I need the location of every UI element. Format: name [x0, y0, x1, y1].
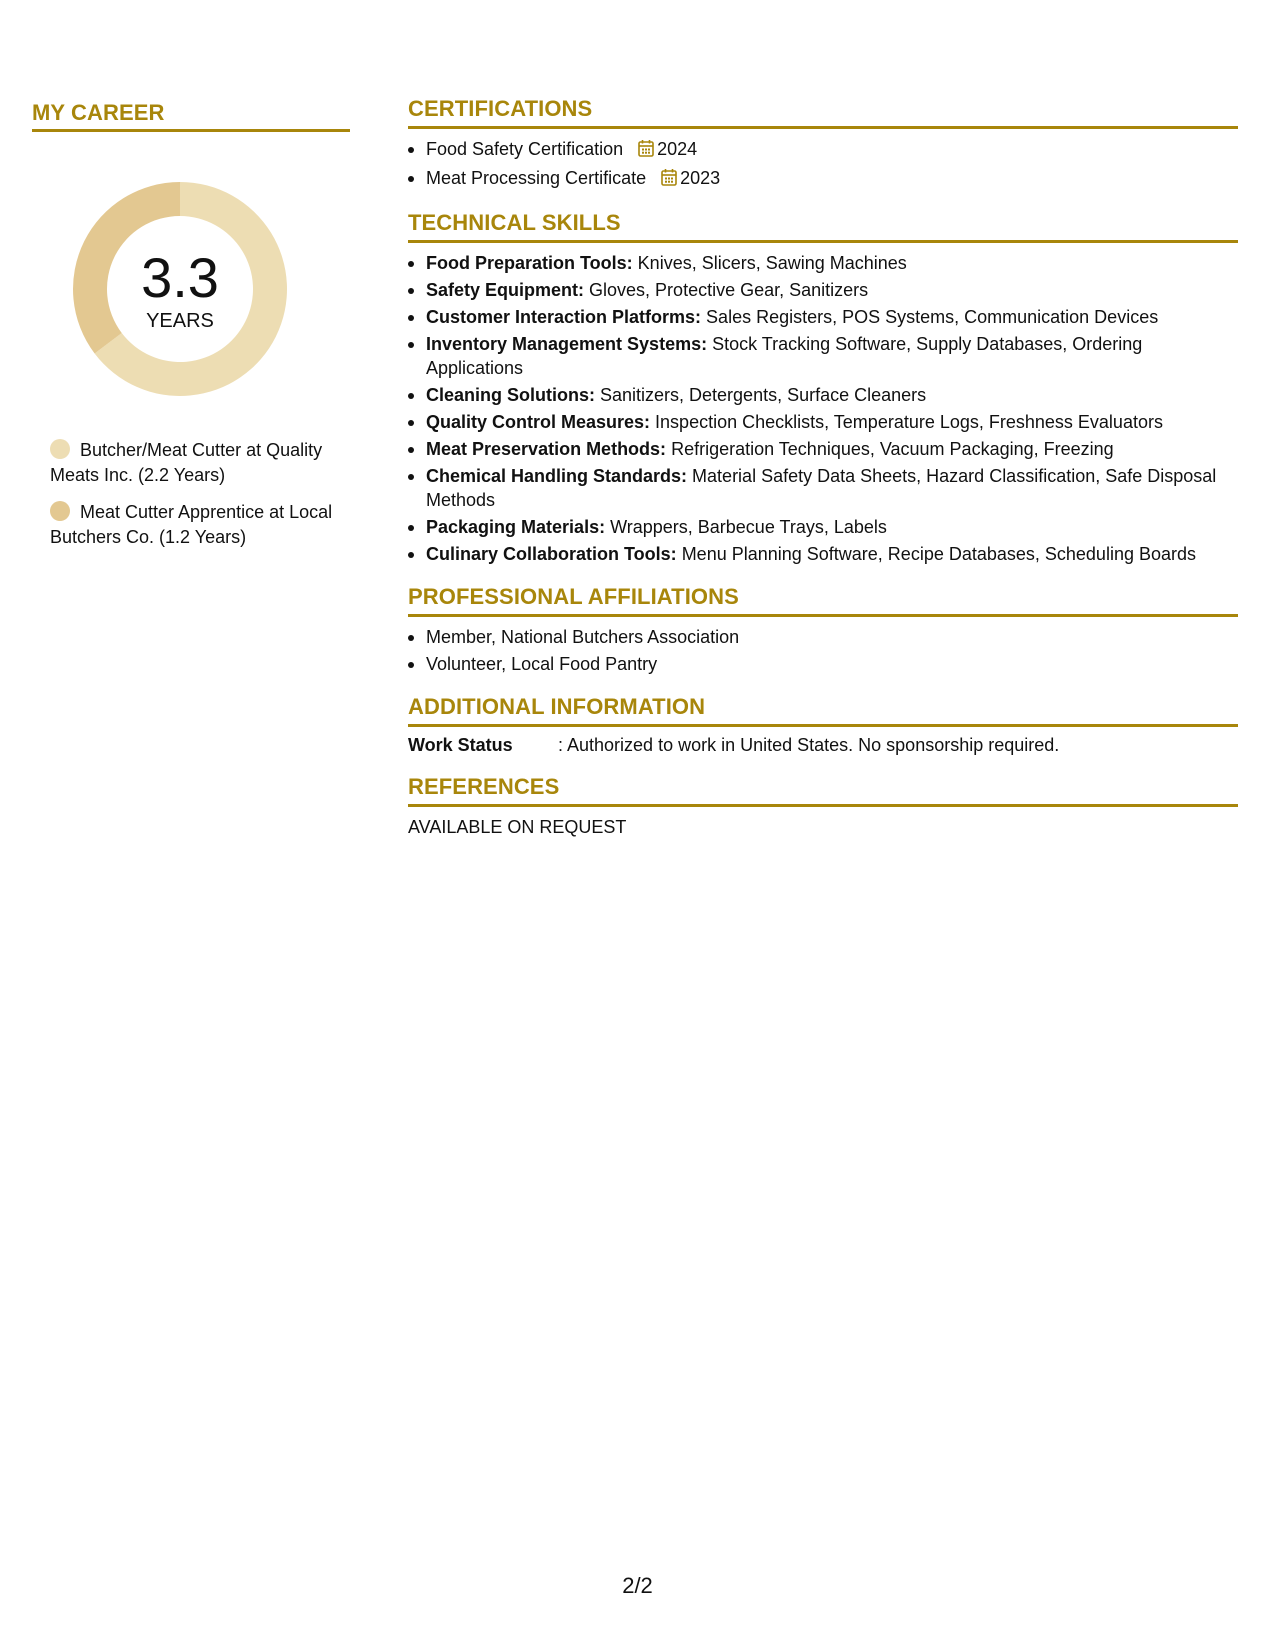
- affiliation-item: Member, National Butchers Association: [426, 625, 1238, 649]
- skill-label: Customer Interaction Platforms:: [426, 307, 702, 327]
- career-legend: [50, 438, 350, 550]
- legend-dot: [50, 439, 70, 459]
- work-status-label: Work Status: [408, 735, 513, 755]
- certifications-section: [408, 96, 1238, 192]
- career-donut-chart: [67, 176, 293, 402]
- skill-item: [426, 278, 1238, 302]
- skill-item: [426, 410, 1238, 434]
- legend-label: Meat Cutter Apprentice at Local Butchers Co. (1.2 Years): [50, 502, 333, 547]
- skill-value: Sanitizers, Detergents, Surface Cleaners: [595, 385, 927, 405]
- skill-item: [426, 464, 1238, 512]
- skill-label: Inventory Management Systems:: [426, 334, 708, 354]
- affiliation-item: Volunteer, Local Food Pantry: [426, 652, 1238, 676]
- career-column: [32, 96, 350, 562]
- skill-item: [426, 437, 1238, 461]
- skill-value: Inspection Checklists, Temperature Logs, Freshness Evaluators: [650, 412, 1163, 432]
- certification-year: 2023: [680, 168, 721, 188]
- skill-value: Wrappers, Barbecue Trays, Labels: [605, 517, 887, 537]
- skill-label: Packaging Materials:: [426, 517, 606, 537]
- work-status-value: : Authorized to work in United States. No sponsorship required.: [558, 735, 1060, 755]
- skill-label: Food Preparation Tools:: [426, 253, 633, 273]
- skill-label: Quality Control Measures:: [426, 412, 651, 432]
- calendar-icon: [661, 168, 677, 192]
- technical-skills-section: [408, 210, 1238, 566]
- skill-value: Sales Registers, POS Systems, Communication Devices: [701, 307, 1159, 327]
- references-heading: REFERENCES: [408, 774, 1238, 807]
- skill-label: Meat Preservation Methods:: [426, 439, 667, 459]
- skill-value: Gloves, Protective Gear, Sanitizers: [584, 280, 869, 300]
- total-years-unit: YEARS: [146, 310, 214, 332]
- references-text: AVAILABLE ON REQUEST: [408, 817, 627, 837]
- career-heading: MY CAREER: [32, 96, 350, 132]
- page-number: 2/2: [622, 1573, 653, 1598]
- legend-item: [50, 500, 340, 550]
- certification-year: 2024: [657, 139, 698, 159]
- calendar-icon: [638, 139, 654, 163]
- skill-item: [426, 515, 1238, 539]
- skill-value: Knives, Slicers, Sawing Machines: [632, 253, 907, 273]
- skill-label: Culinary Collaboration Tools:: [426, 544, 677, 564]
- skill-value: Refrigeration Techniques, Vacuum Packaging, Freezing: [666, 439, 1114, 459]
- work-status-row: [408, 735, 1238, 756]
- affiliations-section: [408, 584, 1238, 676]
- skill-value: Material Safety Data Sheets, Hazard Classification, Safe Disposal Methods: [426, 466, 1217, 510]
- references-section: [408, 774, 1238, 838]
- technical-skills-list: [408, 251, 1238, 566]
- skill-item: [426, 542, 1238, 566]
- skill-label: Chemical Handling Standards:: [426, 466, 688, 486]
- certifications-list: [408, 137, 1238, 192]
- technical-skills-heading: TECHNICAL SKILLS: [408, 210, 1238, 243]
- legend-label: Butcher/Meat Cutter at Quality Meats Inc. (2.2 Years): [50, 440, 323, 485]
- certification-item: [426, 137, 1238, 163]
- certification-item: [426, 166, 1238, 192]
- skill-label: Safety Equipment:: [426, 280, 585, 300]
- total-years-value: 3.3: [141, 246, 219, 309]
- legend-item: [50, 438, 340, 488]
- affiliations-heading: PROFESSIONAL AFFILIATIONS: [408, 584, 1238, 617]
- certification-name: Food Safety Certification: [426, 139, 624, 159]
- additional-info-heading: ADDITIONAL INFORMATION: [408, 694, 1238, 727]
- certifications-heading: CERTIFICATIONS: [408, 96, 1238, 129]
- affiliations-list: [408, 625, 1238, 676]
- legend-dot: [50, 501, 70, 521]
- skill-item: [426, 332, 1238, 380]
- main-column: [408, 96, 1238, 856]
- additional-info-section: [408, 694, 1238, 756]
- skill-item: [426, 305, 1238, 329]
- certification-name: Meat Processing Certificate: [426, 168, 647, 188]
- skill-value: Menu Planning Software, Recipe Databases, Scheduling Boards: [676, 544, 1196, 564]
- skill-item: [426, 383, 1238, 407]
- skill-item: [426, 251, 1238, 275]
- skill-label: Cleaning Solutions:: [426, 385, 595, 405]
- skill-value: Stock Tracking Software, Supply Databases, Ordering Applications: [426, 334, 1143, 378]
